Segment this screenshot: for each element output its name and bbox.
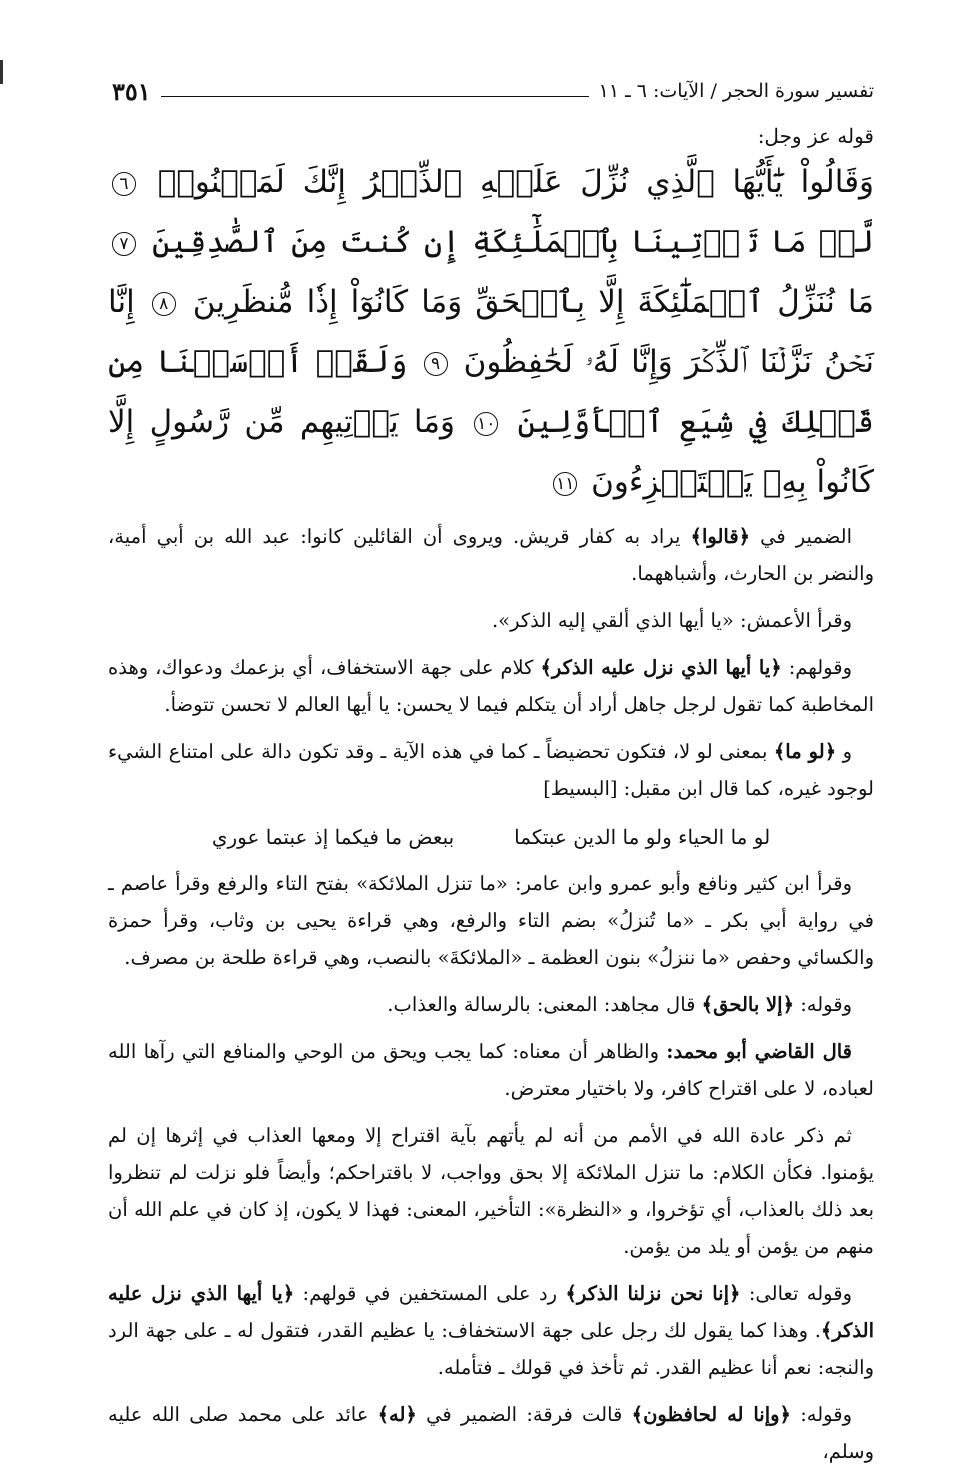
commentary-paragraph: [108, 1396, 874, 1470]
intro-line: قوله عز وجل:: [757, 124, 874, 148]
commentary-part-2: [108, 865, 874, 1470]
commentary-paragraph: [108, 986, 874, 1023]
commentary-paragraph: [108, 1117, 874, 1265]
quoted-phrase: ﴿له﴾: [377, 1403, 417, 1426]
commentary-paragraph: [108, 1275, 874, 1386]
paragraph-text: قالت فرقة: الضمير في: [416, 1403, 632, 1426]
commentary-paragraph: [108, 602, 874, 639]
ayah-number-mark: ٧: [112, 232, 136, 256]
quoted-phrase: ﴿وإنا له لحافظون﴾: [631, 1403, 791, 1426]
ayah-number-mark: ٦: [112, 172, 136, 196]
quran-verse-text: لَّوۡ مَا تَأۡتِينَا بِٱلۡمَلَٰٓئِكَةِ إِن كُنتَ مِنَ ٱلصَّٰدِقِينَ: [140, 224, 874, 260]
commentary-paragraph: [108, 649, 874, 723]
ayah-number-mark: ١١: [553, 472, 577, 496]
header-rule: [161, 96, 589, 97]
quoted-phrase: ﴿يا أيها الذي نزل عليه الذكر﴾: [108, 1282, 874, 1342]
ayah-number-mark: ٨: [152, 292, 176, 316]
commentary-part-1: [108, 518, 874, 807]
page-number: ٣٥١: [112, 76, 151, 106]
quoted-phrase: ﴿لو ما﴾: [773, 740, 837, 763]
paragraph-text: الضمير في: [750, 525, 852, 548]
paragraph-text: كلام على جهة الاستخفاف، أي بزعمك ودعواك، وهذه المخاطبة كما تقول لرجل جاهل أراد أن يتكلم فيما لا يحسن: يا أيها العالم لا تحسن تتوضأ.: [108, 656, 874, 716]
quoted-phrase: ﴿إلا بالحق﴾: [701, 993, 795, 1016]
commentary-paragraph: [108, 865, 874, 976]
ayah-number-mark: ٩: [424, 352, 448, 376]
commentary-paragraph: [108, 733, 874, 807]
quran-verse-text: وَقَالُواْ يَٰٓأَيُّهَا ٱلَّذِي نُزِّلَ عَلَيۡهِ ٱلذِّكۡرُ إِنَّكَ لَمَجۡنُونٞ: [140, 164, 874, 200]
ayah-number-mark: ١٠: [474, 412, 498, 436]
quran-verse-text: وَلَقَدۡ أَرۡسَلۡنَا مِن قَبۡلِكَ فِي شِيَعِ ٱلۡأَوَّلِينَ: [108, 344, 874, 440]
paragraph-text: وقوله تعالى:: [740, 1282, 852, 1305]
running-header: [112, 74, 874, 108]
quoted-phrase: ﴿قالوا﴾: [690, 525, 751, 548]
quran-verse-text: إِنَّا نَحۡنُ نَزَّلۡنَا ٱلذِّكۡرَ وَإِنَّا لَهُۥ لَحَٰفِظُونَ: [108, 284, 874, 380]
commentary-paragraph: [108, 1033, 874, 1107]
paragraph-text: والظاهر أن معناه: كما يجب ويحق من الوحي والمنافع التي رآها الله لعباده، لا على اقتراح كافر، ولا باختيار معترض.: [108, 1040, 874, 1100]
quoted-phrase: ﴿يا أيها الذي نزل عليه الذكر﴾: [540, 656, 782, 679]
poem-hemistich-left: ببعض ما فيكما إذ عبتما عوري: [211, 825, 455, 849]
paragraph-text: و: [836, 740, 852, 763]
quoted-phrase: ﴿إنا نحن نزلنا الذكر﴾: [565, 1282, 741, 1305]
poem-hemistich-right: لو ما الحياء ولو ما الدين عبتكما: [514, 825, 771, 849]
page-content: [108, 116, 874, 1480]
commentary-paragraph: [108, 518, 874, 592]
quran-verse-text: وَمَا يَأۡتِيهِم مِّن رَّسُولٍ إِلَّا كَانُواْ بِهِۦ يَسۡتَهۡزِءُونَ: [108, 404, 874, 500]
paragraph-text: وقوله:: [790, 1403, 852, 1426]
paragraph-text: . وهذا كما يقول لك رجل على جهة الاستخفاف: يا عظيم القدر، فتقول له ـ على جهة الرد والنجه: نعم أنا عظيم القدر. ثم تأخذ في قولك ـ فتأمله.: [108, 1319, 874, 1379]
quoted-phrase: قال القاضي أبو محمد:: [666, 1040, 853, 1063]
poem-verse: [108, 817, 874, 857]
paragraph-text: بمعنى لو لا، فتكون تحضيضاً ـ كما في هذه الآية ـ وقد تكون دالة على امتناع الشيء لوجود غيره، كما قال ابن مقبل: [البسيط]: [108, 740, 874, 800]
header-title: تفسير سورة الحجر / الآيات: ٦ ـ ١١: [598, 80, 874, 102]
paragraph-text: وقرأ الأعمش: «يا أيها الذي ألقي إليه الذكر».: [491, 609, 852, 632]
quran-block: [108, 152, 874, 512]
margin-mark: [0, 60, 3, 84]
paragraph-text: رد على المستخفين في قولهم:: [294, 1282, 566, 1305]
paragraph-text: ثم ذكر عادة الله في الأمم من أنه لم يأتهم بآية اقتراح إلا ومعها العذاب في إثرها إن لم يؤمنوا. فكأن الكلام: ما تنزل الملائكة إلا بحق وواجب، لا باقتراحكم؛ وأيضاً فلو نزلت لم تنظروا بعد ذلك بالعذاب، أي تؤخروا، و «النظرة»: التأخير، المعنى: فهذا لا يكون، إذ كان في علم الله أن منهم من يؤمن أو يلد من يؤمن.: [108, 1124, 874, 1258]
paragraph-text: وقرأ ابن كثير ونافع وأبو عمرو وابن عامر: «ما تنزل الملائكة» بفتح التاء والرفع وقرأ عاصم ـ في رواية أبي بكر ـ «ما تُنزلُ» بضم التاء والرفع، وهي قراءة يحيى بن وثاب، وقرأ حمزة والكسائي وحفص «ما ننزلُ» بنون العظمة ـ «الملائكةَ» بالنصب، وهي قراءة طلحة بن مصرف.: [108, 872, 874, 969]
paragraph-text: وقوله:: [794, 993, 852, 1016]
paragraph-text: يراد به كفار قريش. ويروى أن القائلين كانوا: عبد الله بن أبي أمية، والنضر بن الحارث، وأشباههما.: [108, 525, 874, 585]
quran-verse-text: مَا نُنَزِّلُ ٱلۡمَلَٰٓئِكَةَ إِلَّا بِٱلۡحَقِّ وَمَا كَانُوٓاْ إِذٗا مُّنظَرِينَ: [179, 284, 874, 320]
paragraph-text: وقولهم:: [781, 656, 852, 679]
paragraph-text: قال مجاهد: المعنى: بالرسالة والعذاب.: [387, 993, 702, 1016]
paragraph-text: عائد على محمد صلى الله عليه وسلم،: [108, 1403, 874, 1463]
